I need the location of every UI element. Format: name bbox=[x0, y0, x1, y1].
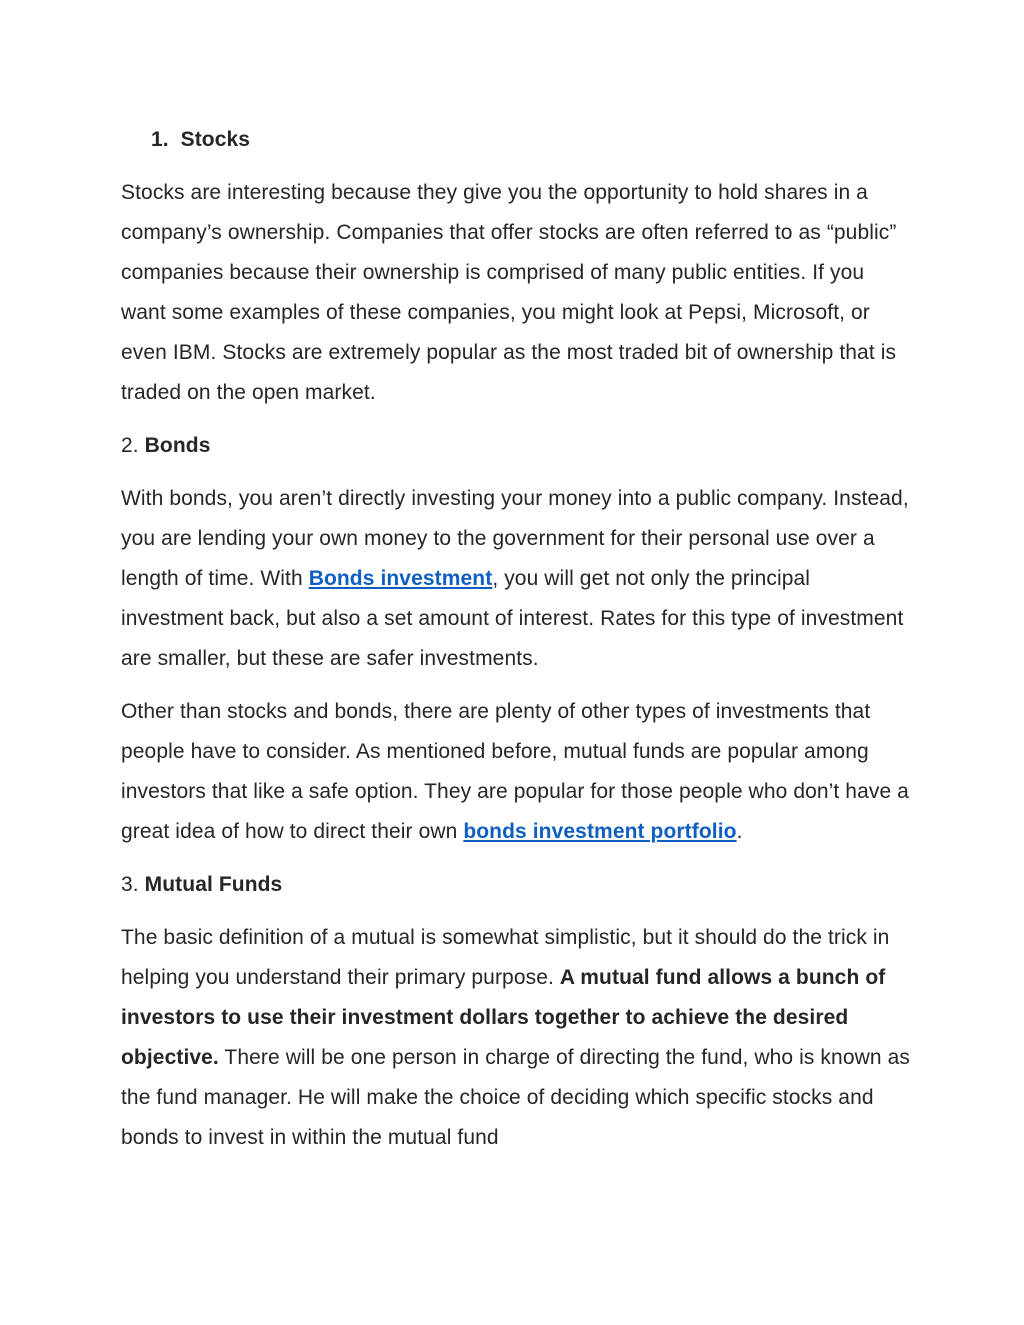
bonds-text-after-link: , you will get not only the principal investment back, but also a set amount of interest. Rates for this type of investment are smaller, but these are safer investments. bbox=[121, 567, 904, 670]
mutual-funds-number: 3. bbox=[121, 873, 139, 896]
stocks-title: Stocks bbox=[180, 128, 251, 151]
bonds-paragraph bbox=[121, 479, 911, 679]
stocks-paragraph: Stocks are interesting because they give you the opportunity to hold shares in a company’s ownership. Companies that offer stocks are often referred to as “public” companies because their ownership is comprised of many public entities. If you want some examples of these companies, you might look at Pepsi, Microsoft, or even IBM. Stocks are extremely popular as the most traded bit of ownership that is traded on the open market. bbox=[121, 181, 897, 404]
bonds-number: 2. bbox=[121, 434, 139, 457]
mutual-funds-heading bbox=[121, 865, 911, 905]
bonds-heading bbox=[121, 426, 911, 466]
stocks-heading bbox=[121, 120, 911, 160]
document-page bbox=[121, 120, 911, 1171]
stocks-number: 1. bbox=[151, 128, 169, 151]
bonds-investment-portfolio-link[interactable]: bonds investment portfolio bbox=[463, 820, 737, 843]
mutual-funds-title: Mutual Funds bbox=[144, 873, 283, 896]
other-text-after-link: . bbox=[736, 820, 743, 843]
bonds-title: Bonds bbox=[144, 434, 211, 457]
other-investments-paragraph bbox=[121, 692, 911, 852]
mutual-funds-bold-definition: A mutual fund allows a bunch of investors to use their investment dollars together to achieve the desired objective. bbox=[121, 966, 886, 1069]
mutual-funds-paragraph bbox=[121, 918, 911, 1158]
mutual-funds-text-before-bold: The basic definition of a mutual is somewhat simplistic, but it should do the trick in helping you understand their primary purpose. bbox=[121, 926, 890, 989]
other-text-before-link: Other than stocks and bonds, there are plenty of other types of investments that people have to consider. As mentioned before, mutual funds are popular among investors that like a safe option. They are popular for those people who don’t have a great idea of how to direct their own bbox=[121, 700, 909, 843]
bonds-text-before-link: With bonds, you aren’t directly investing your money into a public company. Instead, you are lending your own money to the government for their personal use over a length of time. With bbox=[121, 487, 909, 590]
mutual-funds-text-after-bold: There will be one person in charge of directing the fund, who is known as the fund manager. He will make the choice of deciding which specific stocks and bonds to invest in within the mutual fund bbox=[121, 1046, 910, 1149]
bonds-investment-link[interactable]: Bonds investment bbox=[308, 567, 493, 590]
